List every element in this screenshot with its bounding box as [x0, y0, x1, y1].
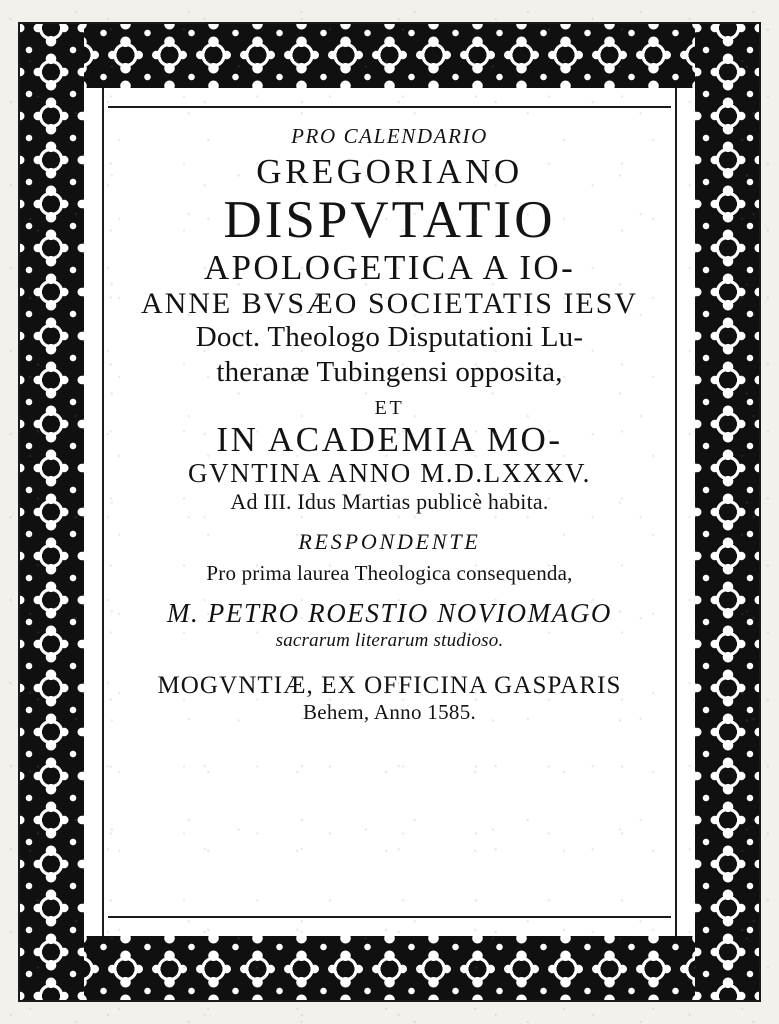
ornament-band-bottom-icon	[18, 936, 761, 1002]
border-rule-right	[759, 22, 761, 1002]
line-apologetica: APOLOGETICA A IO-	[203, 248, 576, 288]
line-in-academia: IN ACADEMIA MO-	[216, 420, 563, 460]
text-panel	[102, 88, 677, 936]
ornament-band-left-icon	[18, 22, 84, 1002]
line-et: ET	[374, 397, 405, 420]
ornamental-border-frame	[18, 22, 761, 1002]
border-rule-left	[18, 22, 20, 1002]
line-disputatio: DISPVTATIO	[223, 191, 556, 249]
border-rule-bottom	[18, 1000, 761, 1002]
line-guntina-anno: GVNTINA ANNO M.D.LXXXV.	[187, 458, 592, 489]
line-ad-iii-idus: Ad III. Idus Martias publicè habita.	[230, 488, 549, 514]
line-gregoriano: GREGORIANO	[256, 152, 523, 191]
line-moguntiae-imprint: MOGVNTIÆ, EX OFFICINA GASPARIS	[157, 671, 622, 699]
line-respondente: RESPONDENTE	[298, 528, 481, 554]
title-block	[104, 118, 675, 906]
inner-rule-top	[108, 106, 671, 108]
line-pro-prima-laurea: Pro prima laurea Theologica consequenda,	[206, 560, 573, 585]
ornament-band-right-icon	[695, 22, 761, 1002]
line-petro-roestio: M. PETRO ROESTIO NOVIOMAGO	[166, 597, 613, 628]
line-sacrarum-literarum: sacrarum literarum studioso.	[275, 629, 504, 651]
line-pro-calendario: PRO CALENDARIO	[291, 124, 488, 148]
line-theranae-tubingensi: theranæ Tubingensi opposita,	[216, 355, 563, 388]
ornament-band-top-icon	[18, 22, 761, 88]
line-behem-anno: Behem, Anno 1585.	[302, 699, 477, 724]
border-rule-top	[18, 22, 761, 24]
inner-rule-bottom	[108, 916, 671, 918]
line-anne-busaeo: ANNE BVSÆO SOCIETATIS IESV	[140, 286, 639, 320]
line-doct-theologo: Doct. Theologo Disputationi Lu-	[195, 320, 584, 353]
